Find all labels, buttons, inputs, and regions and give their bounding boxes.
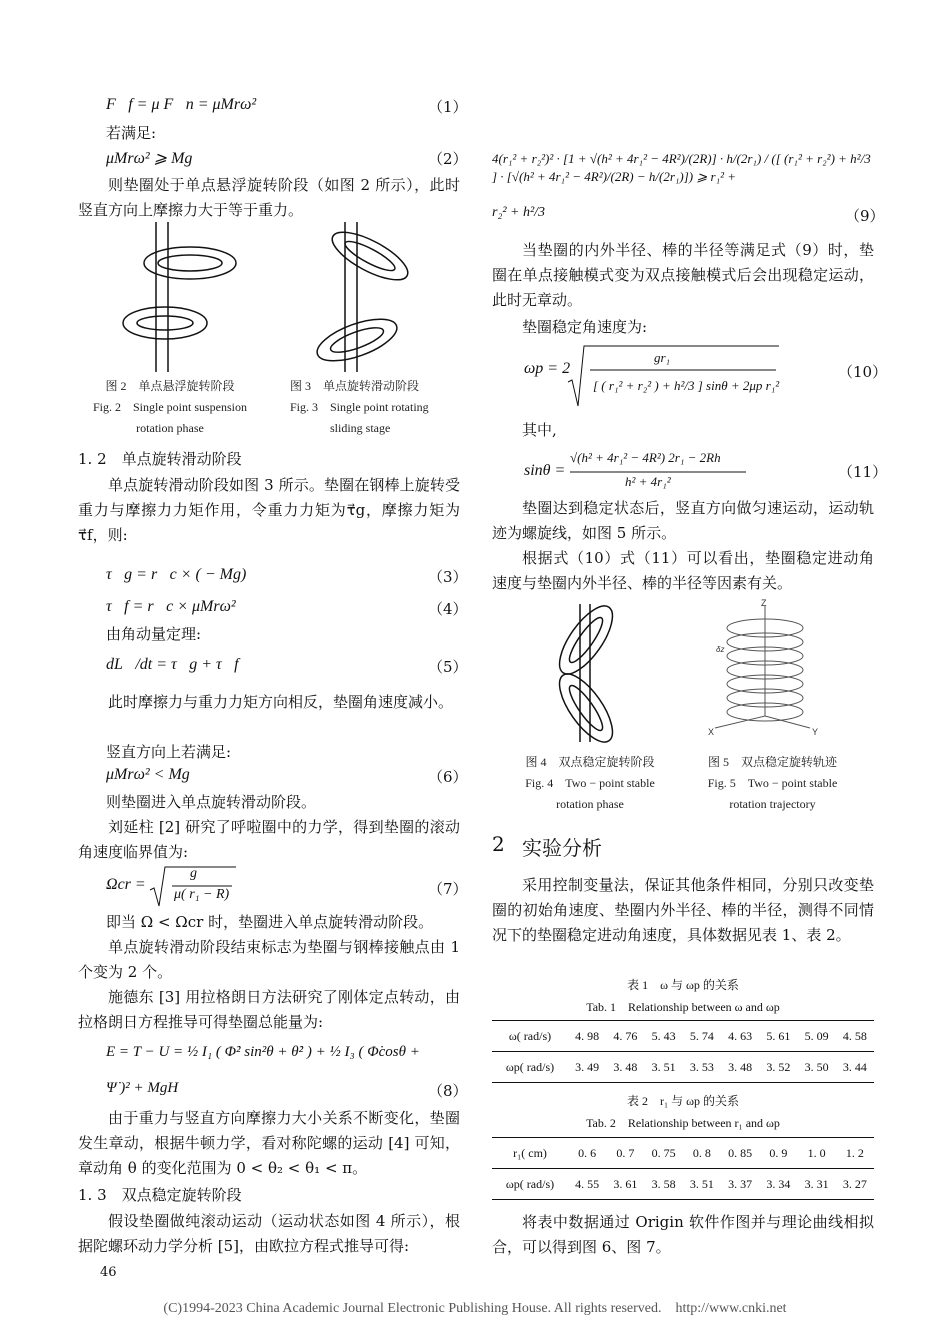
table-1-cell: 3. 51 [651, 1059, 676, 1074]
equation-7-number: （7） [428, 880, 468, 898]
table-2-row-omega-p [492, 1169, 874, 1200]
table-1-cell: 3. 53 [689, 1059, 714, 1074]
page-number: 46 [100, 1265, 117, 1280]
figure-4-5-diagram [520, 598, 860, 746]
fig5-label-x: X [708, 727, 715, 737]
equation-3: τ⃗g = r⃗c × ( − Mg) [106, 566, 247, 583]
fig5-label-z: Z [761, 598, 767, 608]
fig3-caption-cn: 图 3 单点旋转滑动阶段 [290, 379, 420, 393]
equation-4-number: （4） [428, 600, 468, 618]
table-1-cell: 5. 43 [651, 1028, 676, 1043]
table-1-cell: 4. 76 [613, 1028, 638, 1043]
equation-8-number: （8） [428, 1082, 468, 1100]
fig5-label-dz: δz [716, 645, 725, 654]
table-1-cell: 4. 58 [842, 1028, 867, 1043]
table-1-row-label: ω( rad/s) [508, 1028, 552, 1043]
paragraph-origin: 将表中数据通过 Origin 软件作图并与理论曲线相拟合，可以得到图 6、图 7。 [492, 1213, 874, 1256]
paragraph-shi: 施德东 [3] 用拉格朗日方法研究了刚体定点转动，由拉格朗日方程推导可得垫圈总能量为: [78, 988, 460, 1031]
equation-9-number: （9） [845, 207, 885, 225]
table-2-cell: 3. 61 [613, 1176, 638, 1191]
equation-7-lhs: Ωcr = [106, 876, 146, 893]
equation-2-number: （2） [428, 150, 468, 168]
equation-8-line1: E = T − U = ½ I₁ ( Φ̇² sin²θ + θ̇² ) + ½ I₃ ( Φ̇cosθ + [106, 1044, 420, 1060]
fig4-caption-en2: rotation phase [556, 797, 624, 811]
fig3-caption-en2: sliding stage [330, 421, 391, 435]
table-2-row-r1 [492, 1138, 874, 1169]
table-1-cell: 3. 48 [613, 1059, 638, 1074]
equation-11-lhs: sinθ = [524, 462, 566, 479]
equation-4: τ⃗f = r⃗c × μMrω² [106, 598, 236, 615]
equation-10-lhs: ωp = 2 [524, 360, 571, 377]
paragraph-torque: 此时摩擦力与重力力矩方向相反，垫圈角速度减小。 [108, 693, 454, 711]
equation-5-number: （5） [428, 658, 468, 676]
table-2-cell: 0. 7 [616, 1145, 635, 1160]
equation-7-numerator: g [190, 866, 197, 881]
table-2-cell: 1. 0 [807, 1145, 826, 1160]
copyright-footer: (C)1994-2023 China Academic Journal Electronic Publishing House. All rights reserved. http://www.cnki.net [163, 1301, 787, 1316]
table-1-cell: 4. 98 [575, 1028, 600, 1043]
paragraph-experiment: 采用控制变量法，保证其他条件相同，分别只改变垫圈的初始角速度、垫圈内外半径、棒的半径，测得不同情况下的垫圈稳定进动角速度，具体数据见表 1、表 2。 [492, 876, 874, 944]
table-2-cell: 4. 55 [575, 1176, 600, 1191]
text-if-satisfied: 若满足: [106, 124, 157, 142]
table-2-cell: 3. 37 [728, 1176, 753, 1191]
paragraph-liu: 刘延柱 [2] 研究了呼啦圈中的力学，得到垫圈的滚动角速度临界值为: [78, 818, 460, 861]
equation-7-denominator: μ( r₁ − R) [174, 887, 230, 902]
table-1-cell: 5. 74 [689, 1028, 714, 1043]
table-1-title-en: Tab. 1 Relationship between ω and ωp [586, 1000, 780, 1014]
fig2-ring-outer-bottom [123, 307, 207, 339]
table-1-cell: 5. 61 [766, 1028, 791, 1043]
equation-9-line2: r₂² + h²/3 [492, 205, 546, 220]
figure-5-caption [685, 752, 860, 815]
equation-6: μMrω² < Mg [106, 766, 190, 783]
table-2-cell: 0. 9 [769, 1145, 788, 1160]
equation-10-denominator: [ ( r₁² + r₂² ) + h²/3 ] sinθ + 2μp r₁² [593, 378, 780, 393]
equation-11-number: （11） [838, 463, 888, 481]
table-2-cell: 1. 2 [845, 1145, 864, 1160]
table-2-cell: 3. 58 [651, 1176, 676, 1191]
section-1-2-heading: 1. 2 单点旋转滑动阶段 [78, 450, 242, 468]
equation-9-line1: 4(r₁² + r₂²)² · [1 + √(h² + 4r₁² − 4R²)/(2R)] · h/(2r₁) / ([ (r₁² + r₂²) + h²/3 ] · [√(h² + 4r₁² − 4R²)/(2R) − h/(2r₁)]) ⩾ r₁² + [492, 151, 871, 184]
paragraph-sliding: 单点旋转滑动阶段如图 3 所示。垫圈在钢棒上旋转受重力与摩擦力力矩作用，令重力力矩为τ⃗g，摩擦力矩为τ⃗f，则: [78, 476, 460, 544]
fig4-caption-cn: 图 4 双点稳定旋转阶段 [525, 755, 655, 769]
section-2-number: 2 [492, 832, 505, 856]
paragraph-suspension: 则垫圈处于单点悬浮旋转阶段（如图 2 所示），此时竖直方向上摩擦力大于等于重力。 [78, 176, 460, 219]
equation-8-line2: Ψ̇ )² + MgH [106, 1080, 179, 1096]
fig4-caption-en: Fig. 4 Two − point stable [525, 776, 655, 790]
table-2-cell: 0. 6 [578, 1145, 597, 1160]
table-1-cell: 3. 50 [804, 1059, 829, 1074]
table-1-row-omega-p [492, 1052, 874, 1083]
text-if-vertical: 竖直方向上若满足: [106, 743, 232, 761]
fig3-ring-top [326, 223, 414, 289]
text-enter-sliding: 则垫圈进入单点旋转滑动阶段。 [106, 793, 317, 811]
table-2-cell: 3. 51 [689, 1176, 714, 1191]
fig5-label-y: Y [812, 727, 819, 737]
table-2-title-en: Tab. 2 Relationship between r₁ and ωp [586, 1116, 780, 1130]
table-1-cell: 4. 63 [728, 1028, 753, 1043]
table-2-cell: 0. 8 [692, 1145, 711, 1160]
table-1-title-cn: 表 1 ω 与 ωp 的关系 [627, 978, 739, 992]
equation-2: μMrω² ⩾ Mg [106, 150, 193, 167]
fig5-helix [715, 606, 810, 728]
fig3-caption-en: Fig. 3 Single point rotating [290, 400, 429, 414]
fig4-ring-top [550, 598, 622, 682]
paragraph-helix: 垫圈达到稳定状态后，竖直方向做匀速运动，运动轨迹为螺旋线，如图 5 所示。 [492, 499, 874, 542]
figure-2-caption [85, 376, 255, 439]
table-1 [492, 1020, 874, 1083]
table-2-cell: 0. 75 [651, 1145, 676, 1160]
section-2-title: 实验分析 [522, 836, 602, 860]
table-2-title-cn: 表 2 r₁ 与 ωp 的关系 [626, 1094, 740, 1108]
equation-11-denominator: h² + 4r₁² [625, 474, 671, 489]
equation-10-radical [566, 342, 781, 410]
fig2-caption-cn: 图 2 单点悬浮旋转阶段 [105, 379, 235, 393]
table-2 [492, 1137, 874, 1200]
fig2-caption-en2: rotation phase [136, 421, 204, 435]
table-1-cell: 3. 49 [575, 1059, 600, 1074]
text-omega-condition: 即当 Ω < Ωcr 时，垫圈进入单点旋转滑动阶段。 [106, 913, 434, 931]
equation-10-numerator: gr₁ [654, 350, 671, 365]
table-2-cell: 3. 27 [842, 1176, 867, 1191]
fig5-caption-en: Fig. 5 Two − point stable [707, 776, 838, 790]
equation-10-number: （10） [838, 363, 888, 381]
fig5-caption-en2: rotation trajectory [729, 797, 816, 811]
table-1-cell: 3. 44 [842, 1059, 867, 1074]
equation-6-number: （6） [428, 768, 468, 786]
equation-11-numerator: √(h² + 4r₁² − 4R²) 2r₁ − 2Rh [570, 450, 721, 465]
fig2-ring-inner-bottom [137, 316, 193, 330]
figure-4-caption [505, 752, 675, 815]
paragraph-end-sign: 单点旋转滑动阶段结束标志为垫圈与钢棒接触点由 1 个变为 2 个。 [78, 938, 460, 981]
table-1-cell: 3. 48 [728, 1059, 753, 1074]
table-1-row-label: ωp( rad/s) [505, 1059, 555, 1074]
paragraph-depends: 根据式（10）式（11）可以看出，垫圈稳定进动角速度与垫圈内外半径、棒的半径等因素有关。 [492, 549, 874, 592]
fig5-caption-cn: 图 5 双点稳定旋转轨迹 [707, 755, 837, 769]
fig2-caption-en: Fig. 2 Single point suspension [92, 400, 247, 414]
table-2-cell: 3. 34 [766, 1176, 791, 1191]
text-stable-omega: 垫圈稳定角速度为: [522, 318, 648, 336]
table-2-row-label: r₁( cm) [513, 1145, 547, 1160]
table-1-cell: 5. 09 [804, 1028, 829, 1043]
equation-5: dL⃗/dt = τ⃗g + τ⃗f [106, 656, 239, 673]
text-where: 其中, [522, 421, 557, 439]
fig4-ring-bottom [550, 666, 622, 750]
equation-1-number: （1） [428, 98, 468, 116]
figure-3-caption [280, 376, 440, 439]
text-angular-momentum: 由角动量定理: [106, 625, 202, 643]
table-2-cell: 0. 85 [728, 1145, 753, 1160]
section-1-3-heading: 1. 3 双点稳定旋转阶段 [78, 1186, 242, 1204]
figure-2-3-diagram [110, 222, 430, 372]
paragraph-stable-condition: 当垫圈的内外半径、棒的半径等满足式（9）时，垫圈在单点接触模式变为双点接触模式后会出现稳定运动，此时无章动。 [492, 241, 874, 309]
table-2-row-label: ωp( rad/s) [505, 1176, 555, 1191]
table-2-cell: 3. 31 [804, 1176, 829, 1191]
equation-3-number: （3） [428, 568, 468, 586]
paragraph-nutation: 由于重力与竖直方向摩擦力大小关系不断变化，垫圈发生章动，根据牛顿力学，看对称陀螺的运动 [4] 可知，章动角 θ 的变化范围为 0 < θ₂ < θ₁ < π。 [78, 1109, 460, 1177]
table-1-row-omega [492, 1021, 874, 1052]
paragraph-pure-rolling: 假设垫圈做纯滚动运动（运动状态如图 4 所示），根据陀螺环动力学分析 [5]，由欧拉方程式推导可得: [78, 1212, 460, 1255]
table-1-cell: 3. 52 [766, 1059, 791, 1074]
equation-1: F⃗f = μ F⃗n = μMrω² [106, 96, 257, 113]
